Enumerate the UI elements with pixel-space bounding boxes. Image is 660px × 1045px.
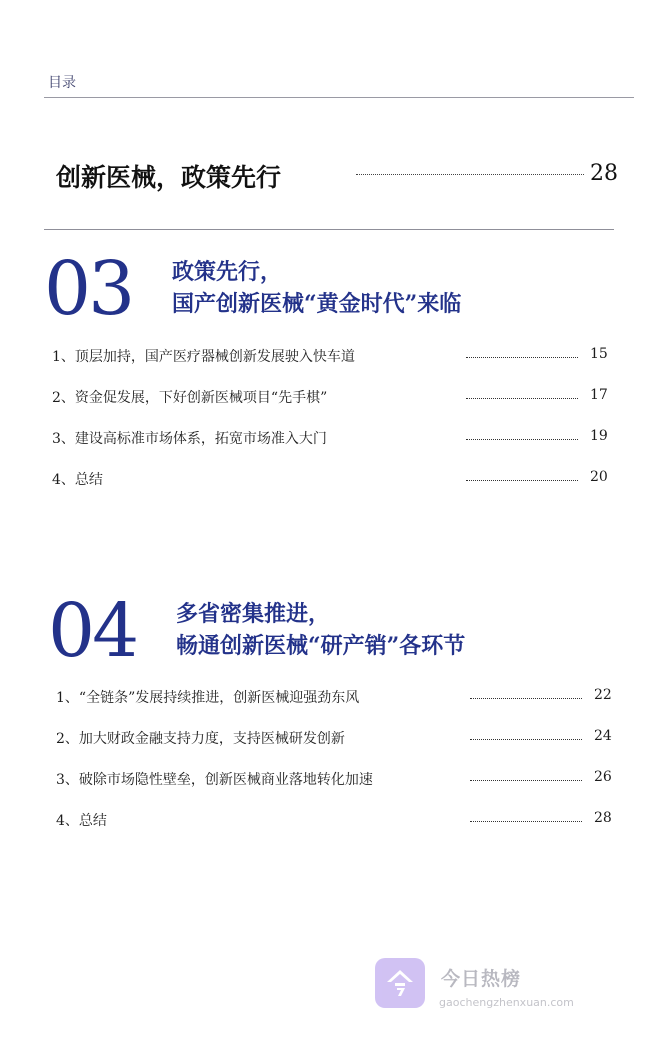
toc-item-page: 26 [594,769,612,785]
toc-leader-dots [466,398,578,399]
watermark [375,958,635,1018]
toc-leader-dots [470,780,582,781]
toc-item-label: 3、破除市场隐性壁垒，创新医械商业落地转化加速 [56,772,373,788]
toc-item-label: 3、建设高标准市场体系，拓宽市场准入大门 [52,431,327,447]
toc-leader-dots [466,480,578,481]
watermark-name: 今日热榜 [441,968,522,990]
feature-entry[interactable] [56,156,622,196]
toc-item-page: 28 [594,810,612,826]
section-number: 03 [44,246,133,332]
toc-item-page: 22 [594,687,612,703]
toc-item-label: 2、资金促发展，下好创新医械项目“先手棋” [52,390,328,406]
toc-leader-dots [470,821,582,822]
toc-item-page: 15 [590,346,608,362]
toc-item[interactable] [52,346,612,368]
feature-page-number: 28 [590,161,618,186]
toc-item-page: 20 [590,469,608,485]
toc-item[interactable] [56,728,616,750]
toc-item-label: 1、“全链条”发展持续推进，创新医械迎强劲东风 [56,690,360,706]
toc-item[interactable] [56,769,616,791]
toc-leader-dots [466,357,578,358]
feature-divider [44,229,614,230]
toc-item-label: 2、加大财政金融支持力度，支持医械研发创新 [56,731,345,747]
feature-leader-dots [356,174,584,175]
toc-item[interactable] [52,469,612,491]
toc-item[interactable] [52,387,612,409]
toc-item-label: 4、总结 [56,813,107,829]
toc-item-page: 24 [594,728,612,744]
toc-item-label: 1、顶层加持，国产医疗器械创新发展驶入快车道 [52,349,355,365]
toc-leader-dots [470,698,582,699]
section-title [176,598,465,662]
toc-item-label: 4、总结 [52,472,103,488]
section-number: 04 [48,588,137,674]
toc-item[interactable] [56,687,616,709]
section-title-line2: 国产创新医械“黄金时代”来临 [172,291,462,317]
section-title [172,256,461,320]
toc-leader-dots [466,439,578,440]
feature-title: 创新医械，政策先行 [56,163,282,192]
header-label: 目录 [48,75,76,91]
toc-item[interactable] [56,810,616,832]
toc-leader-dots [470,739,582,740]
toc-item-page: 17 [590,387,608,403]
toc-item[interactable] [52,428,612,450]
section-title-line1: 多省密集推进， [176,601,331,627]
toc-item-page: 19 [590,428,608,444]
section-title-line1: 政策先行， [172,259,283,285]
section-title-line2: 畅通创新医械“研产销”各环节 [176,633,466,659]
header-divider [44,97,634,98]
jinri-logo-icon [375,958,425,1008]
watermark-url: gaochengzhenxuan.com [439,996,574,1009]
